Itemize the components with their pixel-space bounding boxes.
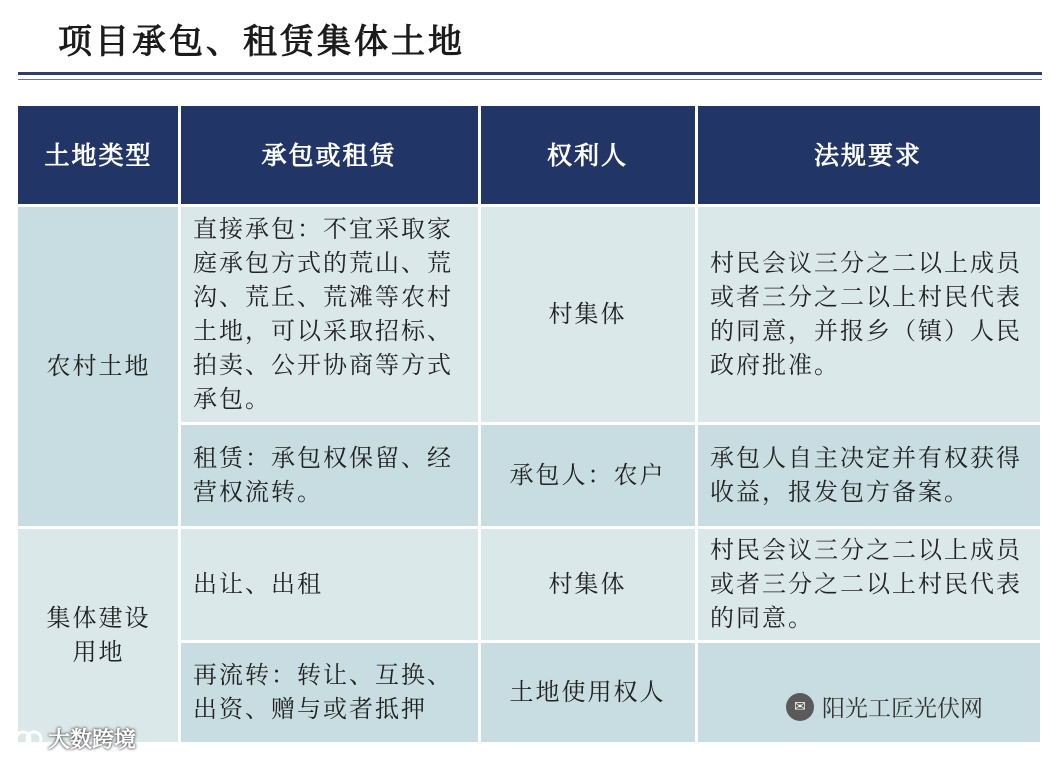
- table-cell-method: 租赁：承包权保留、经营权流转。: [179, 423, 479, 527]
- table-cell-requirement: 村民会议三分之二以上成员或者三分之二以上村民代表的同意。: [696, 527, 1040, 641]
- table-cell-holder: 村集体: [479, 205, 696, 423]
- brand-signature: [786, 690, 983, 723]
- row-divider: [18, 204, 1040, 207]
- slide-title: 项目承包、租赁集体土地: [58, 22, 465, 62]
- title-divider: [18, 72, 1042, 75]
- table-cell-method: 出让、出租: [179, 527, 479, 641]
- clover-icon: [14, 727, 44, 751]
- table-cell-holder: 村集体: [479, 527, 696, 641]
- row-divider: [18, 526, 1040, 529]
- table-cell-method: 再流转：转让、互换、出资、赠与或者抵押: [179, 641, 479, 742]
- brand-text: 阳光工匠光伏网: [822, 696, 983, 722]
- header-method: 承包或租赁: [179, 106, 479, 205]
- table-cell-requirement: 村民会议三分之二以上成员或者三分之二以上村民代表的同意，并报乡（镇）人民政府批准。: [696, 205, 1040, 423]
- row-divider: [179, 422, 1040, 425]
- table-cell-holder: 土地使用权人: [479, 641, 696, 742]
- table-cell-requirement: 承包人自主决定并有权获得收益，报发包方备案。: [696, 423, 1040, 527]
- land-table: [18, 106, 1040, 742]
- header-holder: 权利人: [479, 106, 696, 205]
- table-cell-method: 直接承包：不宜采取家庭承包方式的荒山、荒沟、荒丘、荒滩等农村土地，可以采取招标、拍卖、公开协商等方式承包。: [179, 205, 479, 423]
- header-land-type: 土地类型: [18, 106, 179, 205]
- wechat-icon: ✉: [786, 693, 814, 721]
- row-divider: [179, 640, 1040, 643]
- watermark: [14, 723, 136, 754]
- title-divider-thin: [18, 79, 1042, 80]
- header-requirement: 法规要求: [696, 106, 1040, 205]
- land-type-cell-construction: 集体建设 用地: [18, 527, 179, 742]
- table-cell-holder: 承包人：农户: [479, 423, 696, 527]
- land-type-cell-rural: 农村土地: [18, 205, 179, 527]
- watermark-text: 大数跨境: [48, 728, 137, 753]
